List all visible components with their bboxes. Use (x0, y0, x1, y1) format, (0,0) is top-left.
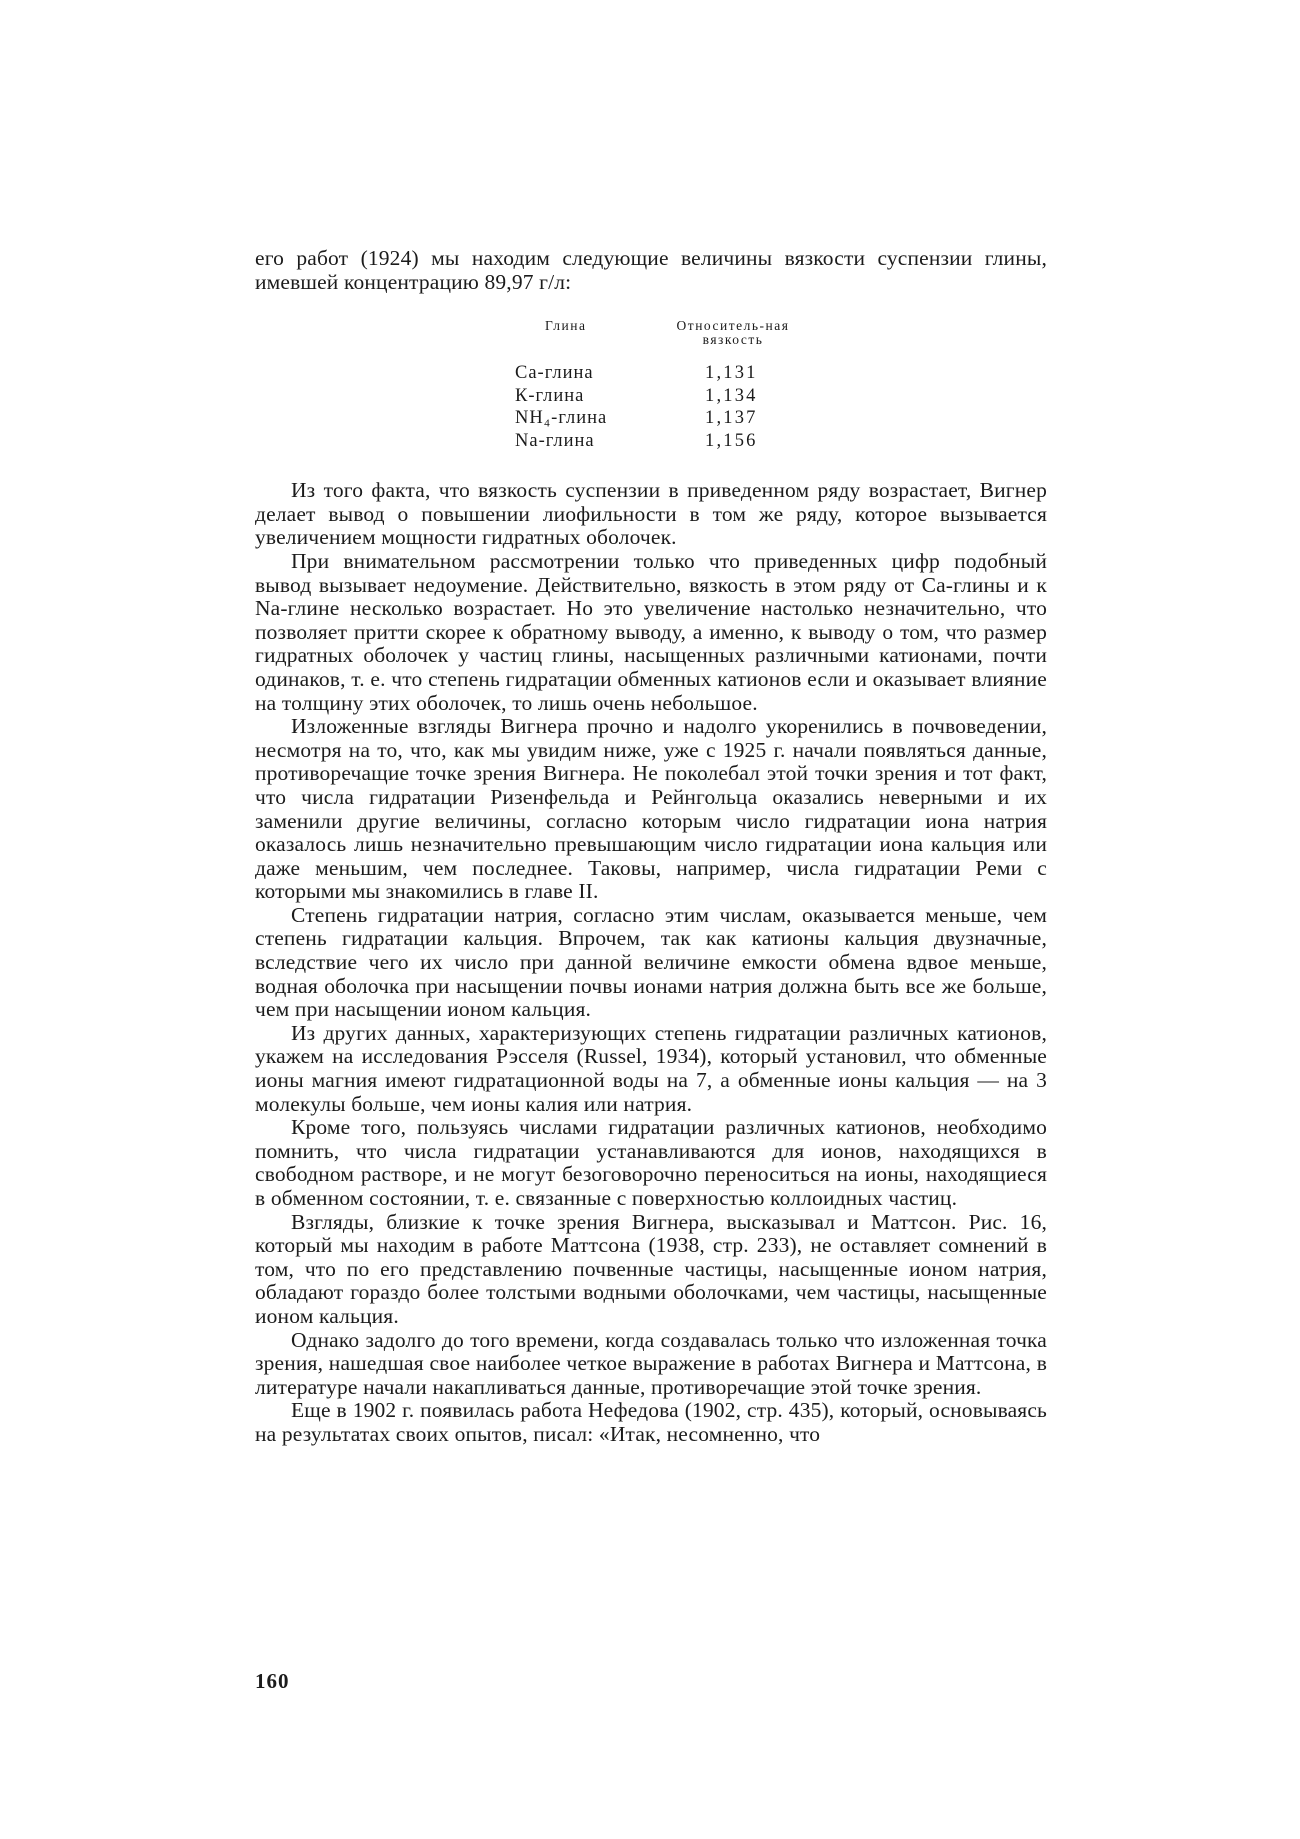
clay-name-cell: К-глина (515, 385, 585, 406)
paragraph-viscosity-conclusion: Из того факта, что вязкость суспензии в приведенном ряду возрастает, Вигнер делает вывод о повышении лиофильности в том же ряду, которое вызывается увеличением мощности гидратных оболочек. (255, 478, 1047, 550)
viscosity-value-cell: 1,131 (705, 363, 758, 384)
viscosity-value-cell: 1,134 (705, 385, 758, 406)
page-number: 160 (255, 1669, 290, 1693)
paragraph-wigner-views: Изложенные взгляды Вигнера прочно и надолго укоренились в почвоведении, несмотря на то, что, как мы увидим ниже, уже с 1925 г. начали появляться данные, противоречащие точке зрения Вигнера. Не поколебал этой точки зрения и тот факт, что числа гидратации Ризенфельда и Рейнгольца оказались неверными и их заменили другие величины, согласно которым число гидратации иона натрия оказалось лишь незначительно превышающим число гидратации иона кальция или даже меньшим, чем последнее. Таковы, например, числа гидратации Реми с которыми мы знакомились в главе II. (255, 714, 1047, 904)
paragraph-nefedov: Еще в 1902 г. появилась работа Нефедова (1902, стр. 435), который, основываясь на результатах своих опытов, писал: «Итак, несомненно, что (255, 1398, 1047, 1446)
paragraph-hydration-numbers: Кроме того, пользуясь числами гидратации различных катионов, необходимо помнить, что числа гидратации устанавливаются для ионов, находящихся в свободном растворе, и не могут безоговорочно переноситься на ионы, находящиеся в обменном состоянии, т. е. связанные с поверхностью коллоидных частиц. (255, 1115, 1047, 1210)
paragraph-careful-examination: При внимательном рассмотрении только что приведенных цифр подобный вывод вызывает недоумение. Действительно, вязкость в этом ряду от Са-глины и к Na-глине несколько возрастает. Но это увеличение настолько незначительно, что позволяет притти скорее к обратному выводу, а именно, к выводу о том, что размер гидратных оболочек у частиц глины, насыщенных различными катионами, почти одинаков, т. е. что степень гидратации обменных катионов если и оказывает влияние на толщину этих оболочек, то лишь очень небольшое. (255, 548, 1047, 715)
table-row (515, 407, 803, 430)
viscosity-value-cell: 1,137 (705, 408, 758, 429)
body-text (255, 479, 1047, 1446)
viscosity-table (515, 319, 803, 452)
paragraph-mattson-views: Взгляды, близкие к точке зрения Вигнера, высказывал и Маттсон. Рис. 16, который мы находим в работе Маттсона (1938, стр. 233), не оставляет сомнений в том, что по его представлению почвенные частицы, насыщенные ионом натрия, обладают гораздо более толстыми водными оболочками, чем частицы, насыщенные ионом кальция. (255, 1209, 1047, 1328)
table-row (515, 385, 803, 408)
column-header-clay: Глина (545, 318, 587, 334)
paragraph-contradicting-data: Однако задолго до того времени, когда создавалась только что изложенная точка зрения, нашедшая свое наиболее четкое выражение в работах Вигнера и Маттсона, в литературе начали накапливаться данные, противоречащие этой точке зрения. (255, 1327, 1047, 1399)
table-header-row (515, 319, 803, 347)
paragraph-sodium-hydration: Степень гидратации натрия, согласно этим числам, оказывается меньше, чем степень гидратации кальция. Впрочем, так как катионы кальция двузначные, вследствие чего их число при данной величине емкости обмена вдвое меньше, водная оболочка при насыщении почвы ионами натрия должна быть все же больше, чем при насыщении ионом кальция. (255, 902, 1047, 1022)
page-content (255, 246, 1047, 1693)
table-row (515, 430, 803, 453)
table-row (515, 347, 803, 385)
clay-name-cell: Са-глина (515, 363, 594, 384)
paragraph-russel-data: Из других данных, характеризующих степень гидратации различных катионов, укажем на исследования Рэсселя (Russel, 1934), который установил, что обменные ионы магния имеют гидратационной воды на 7, а обменные ионы кальция — на 3 молекулы больше, чем ионы калия или натрия. (255, 1020, 1047, 1116)
clay-name-cell: Na-глина (515, 430, 595, 451)
clay-name-cell: NH₄-глина (515, 408, 608, 429)
intro-paragraph: его работ (1924) мы находим следующие величины вязкости суспензии глины, имевшей концентрацию 89,97 г/л: (255, 246, 1047, 294)
column-header-viscosity: Относитель-ная вязкость (676, 318, 790, 348)
viscosity-value-cell: 1,156 (705, 430, 758, 451)
